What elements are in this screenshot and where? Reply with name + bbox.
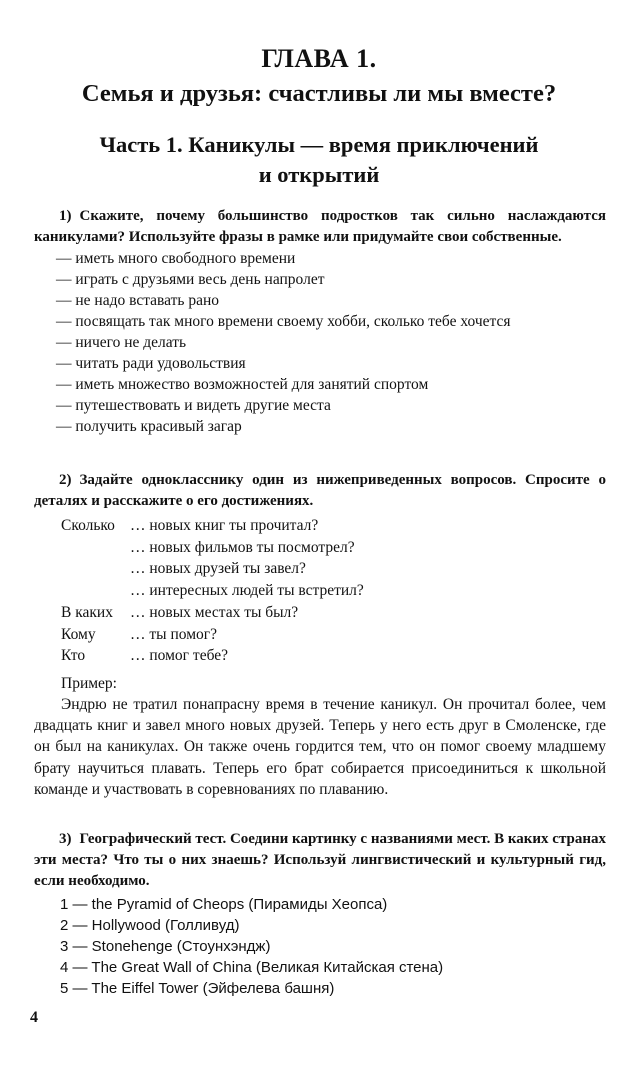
list-item: — ничего не делать — [56, 334, 187, 351]
question-row: … новых друзей ты завел? — [130, 560, 306, 578]
question-row: … интересных людей ты встретил? — [130, 582, 364, 600]
task-2-number: 2) — [59, 472, 72, 488]
task-1-phrase-list — [34, 248, 606, 437]
question-row: В каких … новых местах ты был? — [61, 603, 299, 621]
list-item: 5 — The Eiffel Tower (Эйфелева башня) — [60, 980, 335, 997]
task-1 — [34, 206, 606, 437]
task-3 — [34, 829, 606, 999]
question-row: Кто … помог тебе? — [61, 647, 229, 665]
task-3-text: Географический тест. Соедини картинку с названиями мест. В каких странах эти места? Что ты о них знаешь? Используй лингвистический и культурный гид, если необходимо. — [34, 831, 606, 889]
task-2-instruction — [34, 470, 606, 512]
example-text: Эндрю не тратил понапрасну время в течение каникул. Он прочитал более, чем двадцать книг и завел много новых друзей. Теперь у него есть друг в Смоленске, где он был на каникулах. Он также очень гордится тем, что он помог своему младшему брату научиться плавать. Теперь его брат собирается присоединиться к школьной команде и участвовать в соревнованиях по плаванию. — [34, 695, 606, 798]
list-item: — путешествовать и видеть другие места — [56, 397, 331, 414]
list-item: — иметь множество возможностей для занятий спортом — [56, 376, 429, 393]
question-row: … новых фильмов ты посмотрел? — [130, 538, 355, 556]
list-item: 3 — Stonehenge (Стоунхэндж) — [60, 938, 271, 955]
list-item: 4 — The Great Wall of China (Великая Китайская стена) — [60, 959, 444, 976]
chapter-subtitle: Семья и друзья: счастливы ли мы вместе? — [81, 80, 557, 107]
list-item: — иметь много свободного времени — [56, 250, 296, 267]
page-number: 4 — [30, 1009, 38, 1026]
task-2-text: Задайте однокласснику один из нижеприведенных вопросов. Спросите о деталях и расскажите о его достижениях. — [34, 472, 606, 509]
task-3-place-list — [34, 894, 606, 999]
task-3-instruction — [34, 829, 606, 892]
question-row: Кому … ты помог? — [61, 625, 217, 643]
list-item: — не надо вставать рано — [56, 292, 220, 309]
part-title-line-2: и открытий — [258, 162, 380, 187]
task-2-questions — [34, 515, 606, 667]
example-label: Пример: — [61, 674, 117, 692]
list-item: 1 — the Pyramid of Cheops (Пирамиды Хеопса) — [60, 896, 388, 913]
list-item: — читать ради удовольствия — [56, 355, 246, 372]
list-item: — играть с друзьями весь день напролет — [56, 271, 325, 288]
chapter-title: ГЛАВА 1. — [261, 44, 377, 73]
list-item: 2 — Hollywood (Голливуд) — [60, 917, 240, 934]
question-row: Сколько … новых книг ты прочитал? — [61, 517, 319, 534]
part-title — [0, 130, 638, 190]
list-item: — получить красивый загар — [56, 418, 242, 435]
task-1-instruction — [34, 206, 606, 248]
task-3-number: 3) — [59, 831, 72, 847]
task-1-text: Скажите, почему большинство подростков так сильно наслаждаются каникулами? Используйте фразы в рамке или придумайте свои собственные. — [34, 208, 606, 245]
part-title-line-1: Часть 1. Каникулы — время приключений — [99, 132, 539, 157]
list-item: — посвящать так много времени своему хобби, сколько тебе хочется — [56, 313, 511, 330]
task-2 — [34, 470, 606, 800]
task-1-number: 1) — [59, 208, 72, 224]
